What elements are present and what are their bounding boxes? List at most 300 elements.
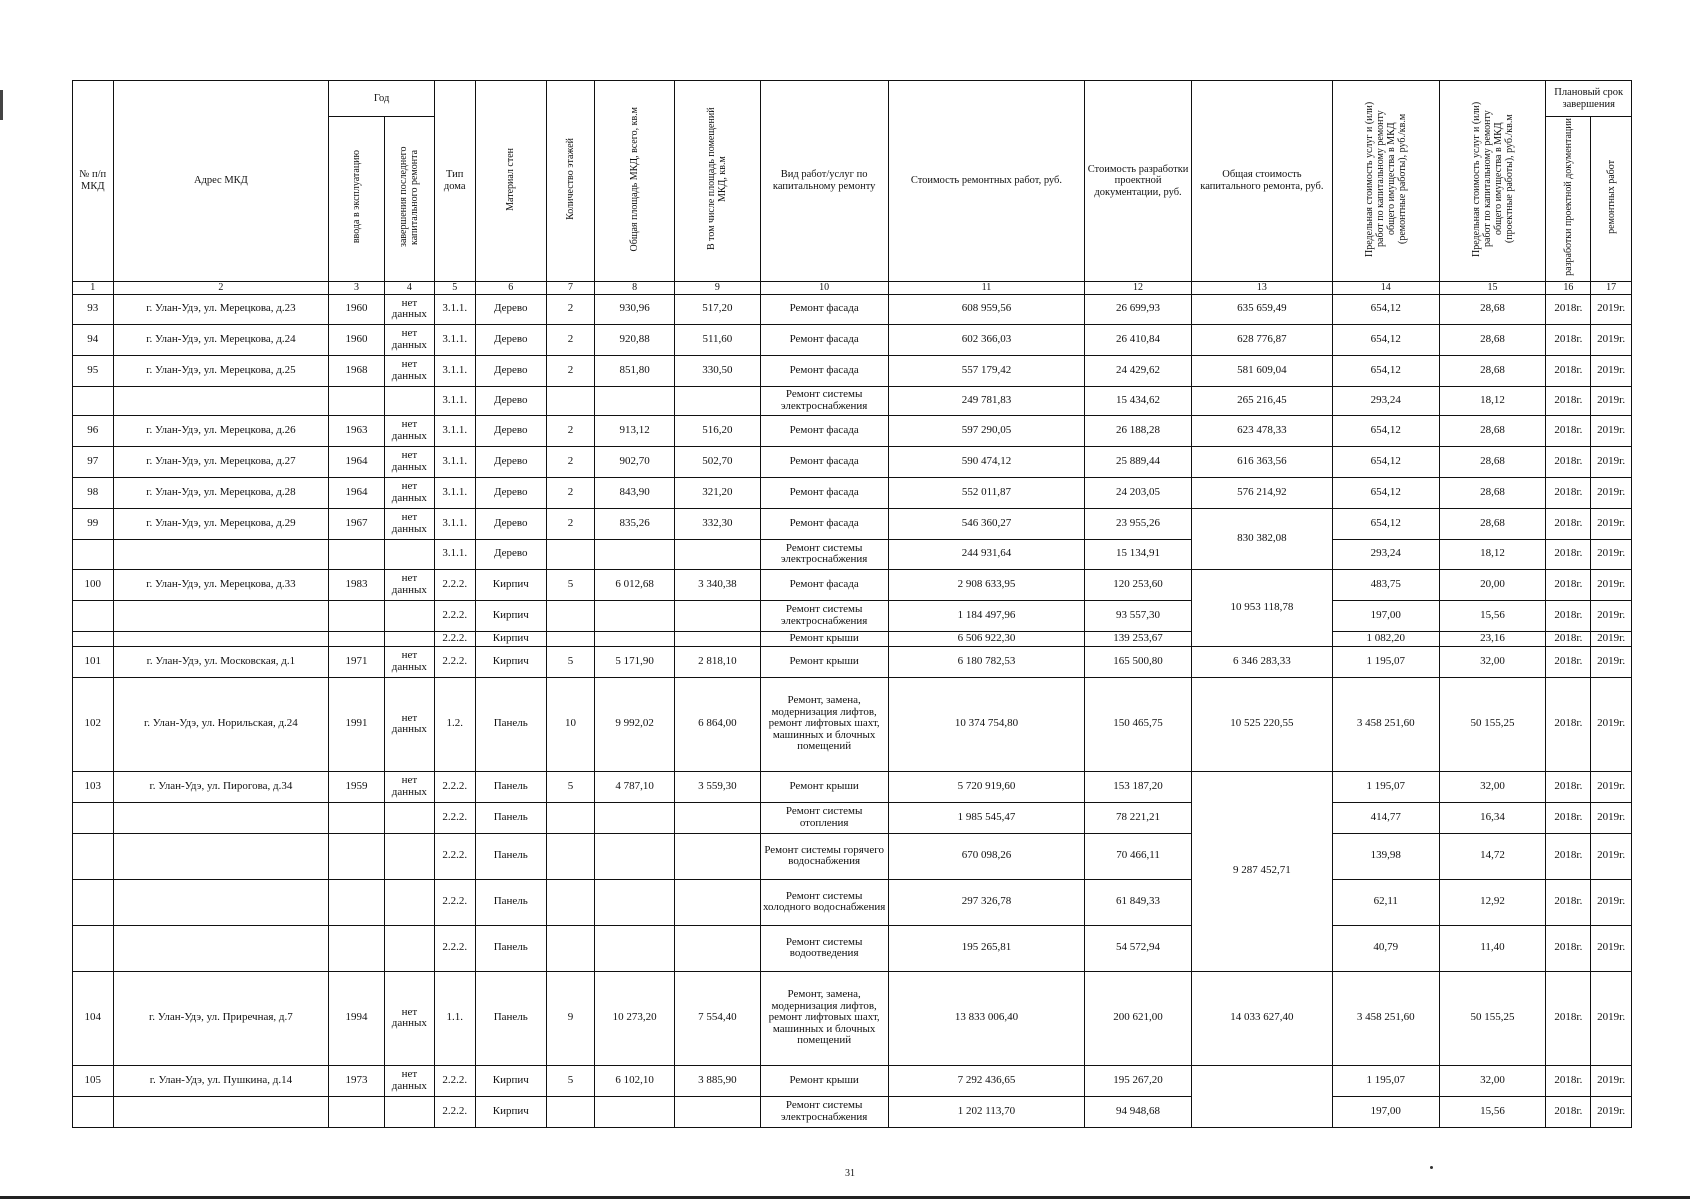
row-house-type: 1.2. <box>434 677 475 771</box>
row-year-commission: 1964 <box>329 477 385 508</box>
row-planned-design: 2018г. <box>1546 508 1591 539</box>
header-design-cost: Стоимость разработки проектной документации, руб. <box>1085 81 1192 282</box>
row-design-cost: 26 188,28 <box>1085 415 1192 446</box>
row-limit-repair: 62,11 <box>1332 879 1439 925</box>
row-house-type: 2.2.2. <box>434 1065 475 1096</box>
row-house-type: 3.1.1. <box>434 355 475 386</box>
row-house-type: 1.1. <box>434 971 475 1065</box>
row-repair-cost: 13 833 006,40 <box>888 971 1084 1065</box>
row-total-area <box>595 802 675 833</box>
row-address: г. Улан-Удэ, ул. Норильская, д.24 <box>113 677 329 771</box>
row-planned-repair: 2019г. <box>1591 971 1632 1065</box>
row-limit-repair: 3 458 251,60 <box>1332 971 1439 1065</box>
row-planned-design: 2018г. <box>1546 1096 1591 1127</box>
row-repair-cost: 249 781,83 <box>888 386 1084 415</box>
row-total-area <box>595 925 675 971</box>
row-number <box>73 631 114 646</box>
row-repair-cost: 590 474,12 <box>888 446 1084 477</box>
row-total-area: 5 171,90 <box>595 646 675 677</box>
row-design-cost: 120 253,60 <box>1085 569 1192 600</box>
row-wall-material: Кирпич <box>475 1096 547 1127</box>
row-year-commission <box>329 600 385 631</box>
row-repair-cost: 244 931,64 <box>888 539 1084 569</box>
row-repair-cost: 1 202 113,70 <box>888 1096 1084 1127</box>
row-year-last-repair: нет данных <box>384 324 434 355</box>
row-planned-repair: 2019г. <box>1591 1096 1632 1127</box>
row-work-type: Ремонт фасада <box>760 355 888 386</box>
header-floors <box>547 81 595 282</box>
row-year-commission: 1983 <box>329 569 385 600</box>
row-limit-repair: 1 082,20 <box>1332 631 1439 646</box>
table-row <box>73 631 1632 646</box>
row-house-type: 2.2.2. <box>434 771 475 802</box>
column-number: 17 <box>1591 281 1632 294</box>
row-floors: 2 <box>547 415 595 446</box>
row-house-type: 3.1.1. <box>434 324 475 355</box>
row-premises-area <box>675 539 760 569</box>
row-repair-cost: 1 985 545,47 <box>888 802 1084 833</box>
row-house-type: 2.2.2. <box>434 600 475 631</box>
row-year-last-repair: нет данных <box>384 508 434 539</box>
row-work-type: Ремонт фасада <box>760 415 888 446</box>
header-address: Адрес МКД <box>113 81 329 282</box>
column-number: 15 <box>1439 281 1546 294</box>
row-total-area: 851,80 <box>595 355 675 386</box>
row-work-type: Ремонт, замена, модернизация лифтов, ремонт лифтовых шахт, машинных и блочных помещений <box>760 971 888 1065</box>
row-limit-repair: 654,12 <box>1332 446 1439 477</box>
row-planned-repair: 2019г. <box>1591 879 1632 925</box>
header-total-area <box>595 81 675 282</box>
row-planned-design: 2018г. <box>1546 355 1591 386</box>
row-floors <box>547 802 595 833</box>
row-address <box>113 833 329 879</box>
row-design-cost: 94 948,68 <box>1085 1096 1192 1127</box>
row-planned-repair: 2019г. <box>1591 1065 1632 1096</box>
row-year-last-repair <box>384 925 434 971</box>
table-row <box>73 294 1632 324</box>
row-limit-design: 11,40 <box>1439 925 1546 971</box>
row-total-area <box>595 833 675 879</box>
header-total-area-text: Общая площадь МКД, всего, кв.м <box>629 106 641 252</box>
table-row <box>73 324 1632 355</box>
row-premises-area: 3 340,38 <box>675 569 760 600</box>
row-address: г. Улан-Удэ, ул. Мерецкова, д.23 <box>113 294 329 324</box>
row-number: 98 <box>73 477 114 508</box>
row-total-area <box>595 600 675 631</box>
row-wall-material: Дерево <box>475 508 547 539</box>
row-limit-design: 28,68 <box>1439 294 1546 324</box>
row-total-cost: 6 346 283,33 <box>1191 646 1332 677</box>
row-year-commission: 1960 <box>329 324 385 355</box>
table-row <box>73 879 1632 925</box>
row-planned-repair: 2019г. <box>1591 600 1632 631</box>
header-limit-repair <box>1332 81 1439 282</box>
table-row <box>73 386 1632 415</box>
row-premises-area <box>675 802 760 833</box>
row-house-type: 2.2.2. <box>434 802 475 833</box>
row-planned-design: 2018г. <box>1546 415 1591 446</box>
row-address <box>113 600 329 631</box>
row-address: г. Улан-Удэ, ул. Мерецкова, д.25 <box>113 355 329 386</box>
header-floors-text: Количество этажей <box>565 138 577 220</box>
row-repair-cost: 557 179,42 <box>888 355 1084 386</box>
row-total-area <box>595 1096 675 1127</box>
row-house-type: 3.1.1. <box>434 294 475 324</box>
row-limit-repair: 654,12 <box>1332 324 1439 355</box>
row-floors: 2 <box>547 294 595 324</box>
header-house-type: Тип дома <box>434 81 475 282</box>
column-number: 10 <box>760 281 888 294</box>
row-repair-cost: 597 290,05 <box>888 415 1084 446</box>
row-design-cost: 26 699,93 <box>1085 294 1192 324</box>
row-limit-repair: 139,98 <box>1332 833 1439 879</box>
row-wall-material: Кирпич <box>475 600 547 631</box>
row-design-cost: 93 557,30 <box>1085 600 1192 631</box>
row-design-cost: 25 889,44 <box>1085 446 1192 477</box>
row-planned-repair: 2019г. <box>1591 355 1632 386</box>
capital-repair-table <box>72 80 1632 1128</box>
row-work-type: Ремонт системы электроснабжения <box>760 539 888 569</box>
column-number: 14 <box>1332 281 1439 294</box>
row-repair-cost: 608 959,56 <box>888 294 1084 324</box>
row-total-cost: 635 659,49 <box>1191 294 1332 324</box>
row-planned-design: 2018г. <box>1546 879 1591 925</box>
row-year-commission: 1994 <box>329 971 385 1065</box>
row-premises-area: 332,30 <box>675 508 760 539</box>
column-number: 9 <box>675 281 760 294</box>
row-year-last-repair: нет данных <box>384 1065 434 1096</box>
row-premises-area: 321,20 <box>675 477 760 508</box>
header-year-commission <box>329 117 385 282</box>
row-house-type: 2.2.2. <box>434 833 475 879</box>
row-house-type: 3.1.1. <box>434 477 475 508</box>
row-limit-repair: 654,12 <box>1332 294 1439 324</box>
row-total-cost: 581 609,04 <box>1191 355 1332 386</box>
row-repair-cost: 6 180 782,53 <box>888 646 1084 677</box>
row-total-area: 6 012,68 <box>595 569 675 600</box>
row-design-cost: 24 429,62 <box>1085 355 1192 386</box>
row-work-type: Ремонт системы электроснабжения <box>760 600 888 631</box>
row-limit-repair: 654,12 <box>1332 508 1439 539</box>
row-total-area: 913,12 <box>595 415 675 446</box>
row-limit-design: 14,72 <box>1439 833 1546 879</box>
column-number: 7 <box>547 281 595 294</box>
row-work-type: Ремонт крыши <box>760 1065 888 1096</box>
row-work-type: Ремонт системы электроснабжения <box>760 386 888 415</box>
table-row <box>73 569 1632 600</box>
row-repair-cost: 1 184 497,96 <box>888 600 1084 631</box>
row-year-last-repair <box>384 386 434 415</box>
row-wall-material: Дерево <box>475 355 547 386</box>
row-total-cost: 10 953 118,78 <box>1191 569 1332 646</box>
table-row <box>73 833 1632 879</box>
row-floors: 5 <box>547 646 595 677</box>
row-year-last-repair: нет данных <box>384 446 434 477</box>
row-total-area <box>595 539 675 569</box>
row-number <box>73 802 114 833</box>
scan-bottom-edge <box>0 1196 1690 1199</box>
row-total-cost: 10 525 220,55 <box>1191 677 1332 771</box>
row-design-cost: 24 203,05 <box>1085 477 1192 508</box>
column-number: 16 <box>1546 281 1591 294</box>
row-limit-design: 28,68 <box>1439 446 1546 477</box>
row-floors <box>547 925 595 971</box>
row-limit-repair: 414,77 <box>1332 802 1439 833</box>
row-year-last-repair: нет данных <box>384 971 434 1065</box>
row-premises-area: 502,70 <box>675 446 760 477</box>
column-number: 8 <box>595 281 675 294</box>
row-wall-material: Панель <box>475 802 547 833</box>
header-total-cost: Общая стоимость капитального ремонта, руб. <box>1191 81 1332 282</box>
row-planned-repair: 2019г. <box>1591 508 1632 539</box>
row-limit-design: 50 155,25 <box>1439 971 1546 1065</box>
row-limit-design: 16,34 <box>1439 802 1546 833</box>
row-planned-repair: 2019г. <box>1591 415 1632 446</box>
row-limit-design: 20,00 <box>1439 569 1546 600</box>
header-limit-design-text: Предельная стоимость услуг и (или) работ по капитальному ремонту общего имущества в МКД (проектные работы), руб./кв.м <box>1470 101 1515 257</box>
table-row <box>73 771 1632 802</box>
row-total-area: 4 787,10 <box>595 771 675 802</box>
row-limit-repair: 197,00 <box>1332 600 1439 631</box>
row-premises-area: 2 818,10 <box>675 646 760 677</box>
row-planned-repair: 2019г. <box>1591 446 1632 477</box>
table-row <box>73 508 1632 539</box>
column-number-row <box>73 281 1632 294</box>
row-number: 95 <box>73 355 114 386</box>
row-house-type: 3.1.1. <box>434 386 475 415</box>
table-row <box>73 1065 1632 1096</box>
row-repair-cost: 195 265,81 <box>888 925 1084 971</box>
row-repair-cost: 7 292 436,65 <box>888 1065 1084 1096</box>
row-total-cost: 616 363,56 <box>1191 446 1332 477</box>
row-wall-material: Дерево <box>475 386 547 415</box>
row-address <box>113 925 329 971</box>
row-planned-design: 2018г. <box>1546 925 1591 971</box>
row-premises-area: 6 864,00 <box>675 677 760 771</box>
row-wall-material: Кирпич <box>475 1065 547 1096</box>
row-work-type: Ремонт системы электроснабжения <box>760 1096 888 1127</box>
row-floors <box>547 879 595 925</box>
row-floors <box>547 833 595 879</box>
row-floors: 2 <box>547 355 595 386</box>
row-repair-cost: 10 374 754,80 <box>888 677 1084 771</box>
header-year-last-repair <box>384 117 434 282</box>
header-year-commission-text: ввода в эксплуатацию <box>351 150 362 244</box>
row-house-type: 3.1.1. <box>434 508 475 539</box>
row-premises-area <box>675 631 760 646</box>
row-design-cost: 153 187,20 <box>1085 771 1192 802</box>
row-work-type: Ремонт крыши <box>760 771 888 802</box>
row-limit-design: 28,68 <box>1439 508 1546 539</box>
row-year-last-repair: нет данных <box>384 771 434 802</box>
row-repair-cost: 6 506 922,30 <box>888 631 1084 646</box>
row-number: 102 <box>73 677 114 771</box>
row-total-area: 843,90 <box>595 477 675 508</box>
row-floors: 5 <box>547 1065 595 1096</box>
row-limit-design: 23,16 <box>1439 631 1546 646</box>
table-row <box>73 477 1632 508</box>
row-wall-material: Дерево <box>475 324 547 355</box>
row-work-type: Ремонт системы холодного водоснабжения <box>760 879 888 925</box>
row-total-area: 930,96 <box>595 294 675 324</box>
row-design-cost: 200 621,00 <box>1085 971 1192 1065</box>
row-total-area <box>595 879 675 925</box>
row-repair-cost: 602 366,03 <box>888 324 1084 355</box>
row-total-area: 835,26 <box>595 508 675 539</box>
row-number: 94 <box>73 324 114 355</box>
row-year-last-repair: нет данных <box>384 677 434 771</box>
row-floors <box>547 631 595 646</box>
row-limit-repair: 293,24 <box>1332 539 1439 569</box>
row-address <box>113 802 329 833</box>
row-planned-repair: 2019г. <box>1591 646 1632 677</box>
row-limit-repair: 483,75 <box>1332 569 1439 600</box>
row-planned-design: 2018г. <box>1546 646 1591 677</box>
row-premises-area: 3 559,30 <box>675 771 760 802</box>
header-year-last-repair-text: завершения последнего капитального ремонта <box>398 146 421 248</box>
row-total-cost: 623 478,33 <box>1191 415 1332 446</box>
row-limit-design: 15,56 <box>1439 1096 1546 1127</box>
page-number: 31 <box>845 1168 855 1179</box>
table-row <box>73 677 1632 771</box>
row-total-area: 902,70 <box>595 446 675 477</box>
table-row <box>73 802 1632 833</box>
table-row <box>73 355 1632 386</box>
row-number: 97 <box>73 446 114 477</box>
row-wall-material: Панель <box>475 879 547 925</box>
row-limit-design: 12,92 <box>1439 879 1546 925</box>
row-work-type: Ремонт фасада <box>760 477 888 508</box>
row-planned-design: 2018г. <box>1546 386 1591 415</box>
row-work-type: Ремонт фасада <box>760 446 888 477</box>
row-premises-area <box>675 879 760 925</box>
row-total-area: 9 992,02 <box>595 677 675 771</box>
row-year-last-repair <box>384 539 434 569</box>
header-planned-group: Плановый срок завершения <box>1546 81 1632 117</box>
row-number <box>73 925 114 971</box>
row-premises-area: 330,50 <box>675 355 760 386</box>
row-total-cost: 576 214,92 <box>1191 477 1332 508</box>
row-limit-design: 32,00 <box>1439 771 1546 802</box>
scan-speck <box>1430 1166 1433 1169</box>
row-planned-repair: 2019г. <box>1591 477 1632 508</box>
row-total-area <box>595 631 675 646</box>
row-address: г. Улан-Удэ, ул. Мерецкова, д.27 <box>113 446 329 477</box>
row-planned-design: 2018г. <box>1546 971 1591 1065</box>
row-year-commission: 1973 <box>329 1065 385 1096</box>
row-planned-design: 2018г. <box>1546 477 1591 508</box>
row-address: г. Улан-Удэ, ул. Пушкина, д.14 <box>113 1065 329 1096</box>
row-address <box>113 631 329 646</box>
row-wall-material: Дерево <box>475 294 547 324</box>
row-address: г. Улан-Удэ, ул. Пирогова, д.34 <box>113 771 329 802</box>
row-year-commission <box>329 802 385 833</box>
row-wall-material: Панель <box>475 925 547 971</box>
row-planned-repair: 2019г. <box>1591 771 1632 802</box>
row-work-type: Ремонт системы водоотведения <box>760 925 888 971</box>
table-body <box>73 294 1632 1127</box>
row-house-type: 2.2.2. <box>434 569 475 600</box>
row-year-commission: 1968 <box>329 355 385 386</box>
row-work-type: Ремонт, замена, модернизация лифтов, ремонт лифтовых шахт, машинных и блочных помещений <box>760 677 888 771</box>
row-year-commission: 1971 <box>329 646 385 677</box>
row-planned-repair: 2019г. <box>1591 324 1632 355</box>
row-work-type: Ремонт фасада <box>760 324 888 355</box>
row-floors: 5 <box>547 771 595 802</box>
header-planned-design-text: разработки проектной документации <box>1562 118 1574 276</box>
row-limit-repair: 197,00 <box>1332 1096 1439 1127</box>
row-repair-cost: 2 908 633,95 <box>888 569 1084 600</box>
row-planned-repair: 2019г. <box>1591 539 1632 569</box>
column-number: 11 <box>888 281 1084 294</box>
header-limit-design <box>1439 81 1546 282</box>
row-house-type: 2.2.2. <box>434 925 475 971</box>
row-limit-repair: 654,12 <box>1332 415 1439 446</box>
row-premises-area <box>675 1096 760 1127</box>
row-planned-repair: 2019г. <box>1591 569 1632 600</box>
row-planned-repair: 2019г. <box>1591 631 1632 646</box>
row-total-area <box>595 386 675 415</box>
row-limit-design: 28,68 <box>1439 324 1546 355</box>
row-premises-area: 3 885,90 <box>675 1065 760 1096</box>
row-number: 104 <box>73 971 114 1065</box>
row-number <box>73 833 114 879</box>
row-address <box>113 386 329 415</box>
row-number: 100 <box>73 569 114 600</box>
row-total-cost: 265 216,45 <box>1191 386 1332 415</box>
row-address: г. Улан-Удэ, ул. Мерецкова, д.24 <box>113 324 329 355</box>
row-limit-repair: 3 458 251,60 <box>1332 677 1439 771</box>
row-total-area: 10 273,20 <box>595 971 675 1065</box>
row-work-type: Ремонт фасада <box>760 294 888 324</box>
row-planned-repair: 2019г. <box>1591 386 1632 415</box>
row-year-last-repair <box>384 1096 434 1127</box>
row-wall-material: Панель <box>475 771 547 802</box>
table-row <box>73 1096 1632 1127</box>
row-design-cost: 195 267,20 <box>1085 1065 1192 1096</box>
row-house-type: 2.2.2. <box>434 879 475 925</box>
row-planned-design: 2018г. <box>1546 324 1591 355</box>
row-design-cost: 78 221,21 <box>1085 802 1192 833</box>
table-row <box>73 925 1632 971</box>
row-number: 101 <box>73 646 114 677</box>
row-premises-area: 7 554,40 <box>675 971 760 1065</box>
row-planned-repair: 2019г. <box>1591 833 1632 879</box>
header-repair-cost: Стоимость ремонтных работ, руб. <box>888 81 1084 282</box>
row-planned-design: 2018г. <box>1546 294 1591 324</box>
row-wall-material: Кирпич <box>475 569 547 600</box>
row-address: г. Улан-Удэ, ул. Мерецкова, д.33 <box>113 569 329 600</box>
row-limit-repair: 1 195,07 <box>1332 771 1439 802</box>
row-wall-material: Кирпич <box>475 631 547 646</box>
row-planned-repair: 2019г. <box>1591 802 1632 833</box>
header-planned-repair-text: ремонтных работ <box>1605 160 1617 234</box>
row-year-last-repair <box>384 631 434 646</box>
row-year-commission: 1963 <box>329 415 385 446</box>
header-planned-design <box>1546 117 1591 282</box>
row-year-last-repair <box>384 600 434 631</box>
row-address: г. Улан-Удэ, ул. Московская, д.1 <box>113 646 329 677</box>
row-floors <box>547 1096 595 1127</box>
table-row <box>73 539 1632 569</box>
row-planned-design: 2018г. <box>1546 771 1591 802</box>
row-year-commission: 1959 <box>329 771 385 802</box>
row-design-cost: 15 434,62 <box>1085 386 1192 415</box>
header-year-group: Год <box>329 81 435 117</box>
row-house-type: 2.2.2. <box>434 646 475 677</box>
row-house-type: 3.1.1. <box>434 446 475 477</box>
row-work-type: Ремонт крыши <box>760 646 888 677</box>
